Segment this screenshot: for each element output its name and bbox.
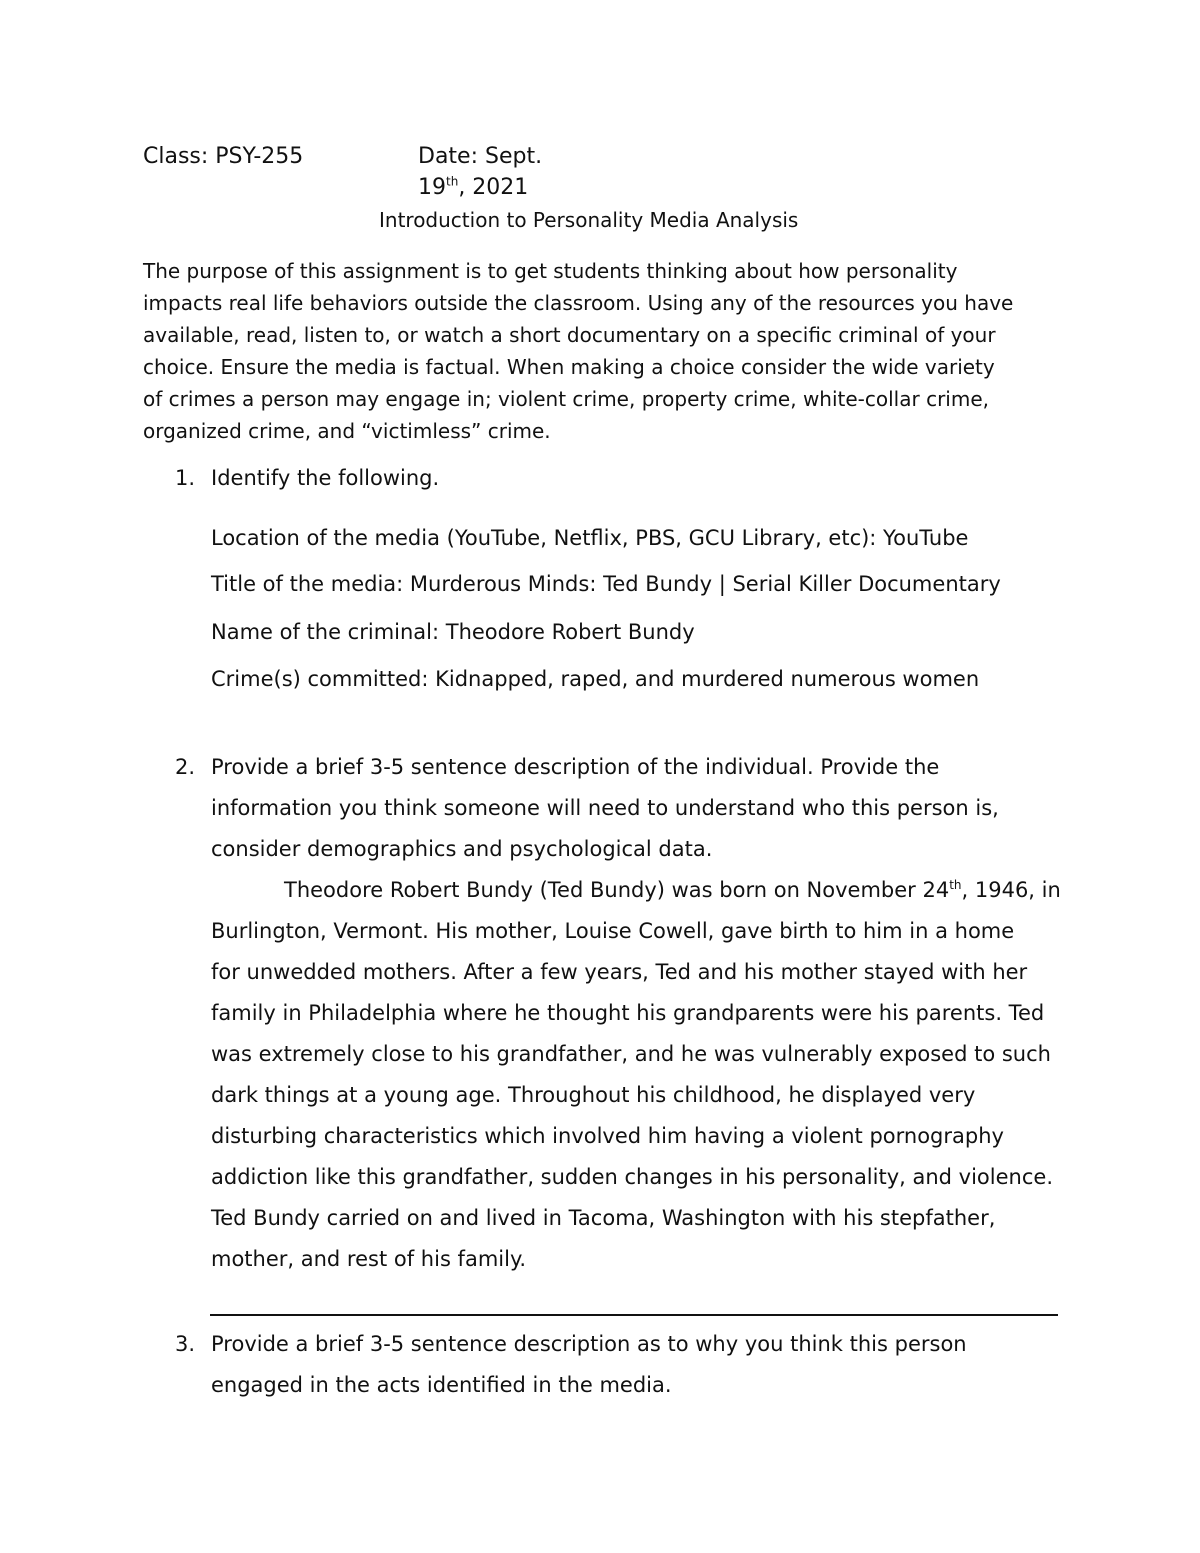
q3-prompt-line: engaged in the acts identified in the media. [211, 1373, 672, 1397]
q2-prompt-line: information you think someone will need to understand who this person is, [211, 796, 999, 820]
q2-answer-first-line [284, 878, 1061, 902]
q3-prompt-line: Provide a brief 3-5 sentence description as to why you think this person [211, 1332, 967, 1356]
intro-line: available, read, listen to, or watch a short documentary on a specific criminal of your [143, 323, 996, 347]
q2-answer-line: disturbing characteristics which involved him having a violent pornography [211, 1124, 1004, 1148]
q1-field-location: Location of the media (YouTube, Netflix, PBS, GCU Library, etc): YouTube [211, 526, 969, 550]
q2-answer-line: mother, and rest of his family. [211, 1247, 527, 1271]
q1-field-criminal: Name of the criminal: Theodore Robert Bundy [211, 620, 695, 644]
q2-answer-line: for unwedded mothers. After a few years, Ted and his mother stayed with her [211, 960, 1028, 984]
q3-number: 3. [175, 1332, 196, 1356]
intro-line: of crimes a person may engage in; violent crime, property crime, white-collar crime, [143, 387, 989, 411]
q2-answer-line: family in Philadelphia where he thought his grandparents were his parents. Ted [211, 1001, 1045, 1025]
intro-line: organized crime, and “victimless” crime. [143, 419, 551, 443]
page-title: Introduction to Personality Media Analysis [379, 208, 799, 232]
q1-field-title: Title of the media: Murderous Minds: Ted Bundy | Serial Killer Documentary [211, 572, 1001, 596]
intro-line: The purpose of this assignment is to get students thinking about how personality [143, 259, 958, 283]
q2-answer-line: Burlington, Vermont. His mother, Louise Cowell, gave birth to him in a home [211, 919, 1015, 943]
date-day: 19 [418, 175, 446, 200]
q2-answer-ordinal: th [949, 878, 962, 892]
date-label: Date: Sept. [418, 144, 543, 169]
class-label: Class: PSY-255 [143, 144, 304, 169]
q2-prompt-line: Provide a brief 3-5 sentence description of the individual. Provide the [211, 755, 940, 779]
date-ordinal: th [446, 174, 459, 189]
intro-line: impacts real life behaviors outside the classroom. Using any of the resources you have [143, 291, 1014, 315]
date-line [418, 175, 528, 200]
q1-prompt: Identify the following. [211, 466, 440, 490]
section-divider [210, 1314, 1058, 1316]
q2-answer-line: Ted Bundy carried on and lived in Tacoma, Washington with his stepfather, [211, 1206, 996, 1230]
q2-prompt-line: consider demographics and psychological data. [211, 837, 713, 861]
q1-field-crimes: Crime(s) committed: Kidnapped, raped, and murdered numerous women [211, 667, 980, 691]
intro-line: choice. Ensure the media is factual. When making a choice consider the wide variety [143, 355, 995, 379]
q2-number: 2. [175, 755, 196, 779]
q1-number: 1. [175, 466, 196, 490]
q2-answer-line: was extremely close to his grandfather, and he was vulnerably exposed to such [211, 1042, 1051, 1066]
q2-answer-line: addiction like this grandfather, sudden changes in his personality, and violence. [211, 1165, 1053, 1189]
q2-answer-line: dark things at a young age. Throughout his childhood, he displayed very [211, 1083, 976, 1107]
q2-answer-first-post: , 1946, in [961, 878, 1061, 902]
q2-answer-first-pre: Theodore Robert Bundy (Ted Bundy) was born on November 24 [284, 878, 950, 902]
date-year: , 2021 [458, 175, 529, 200]
